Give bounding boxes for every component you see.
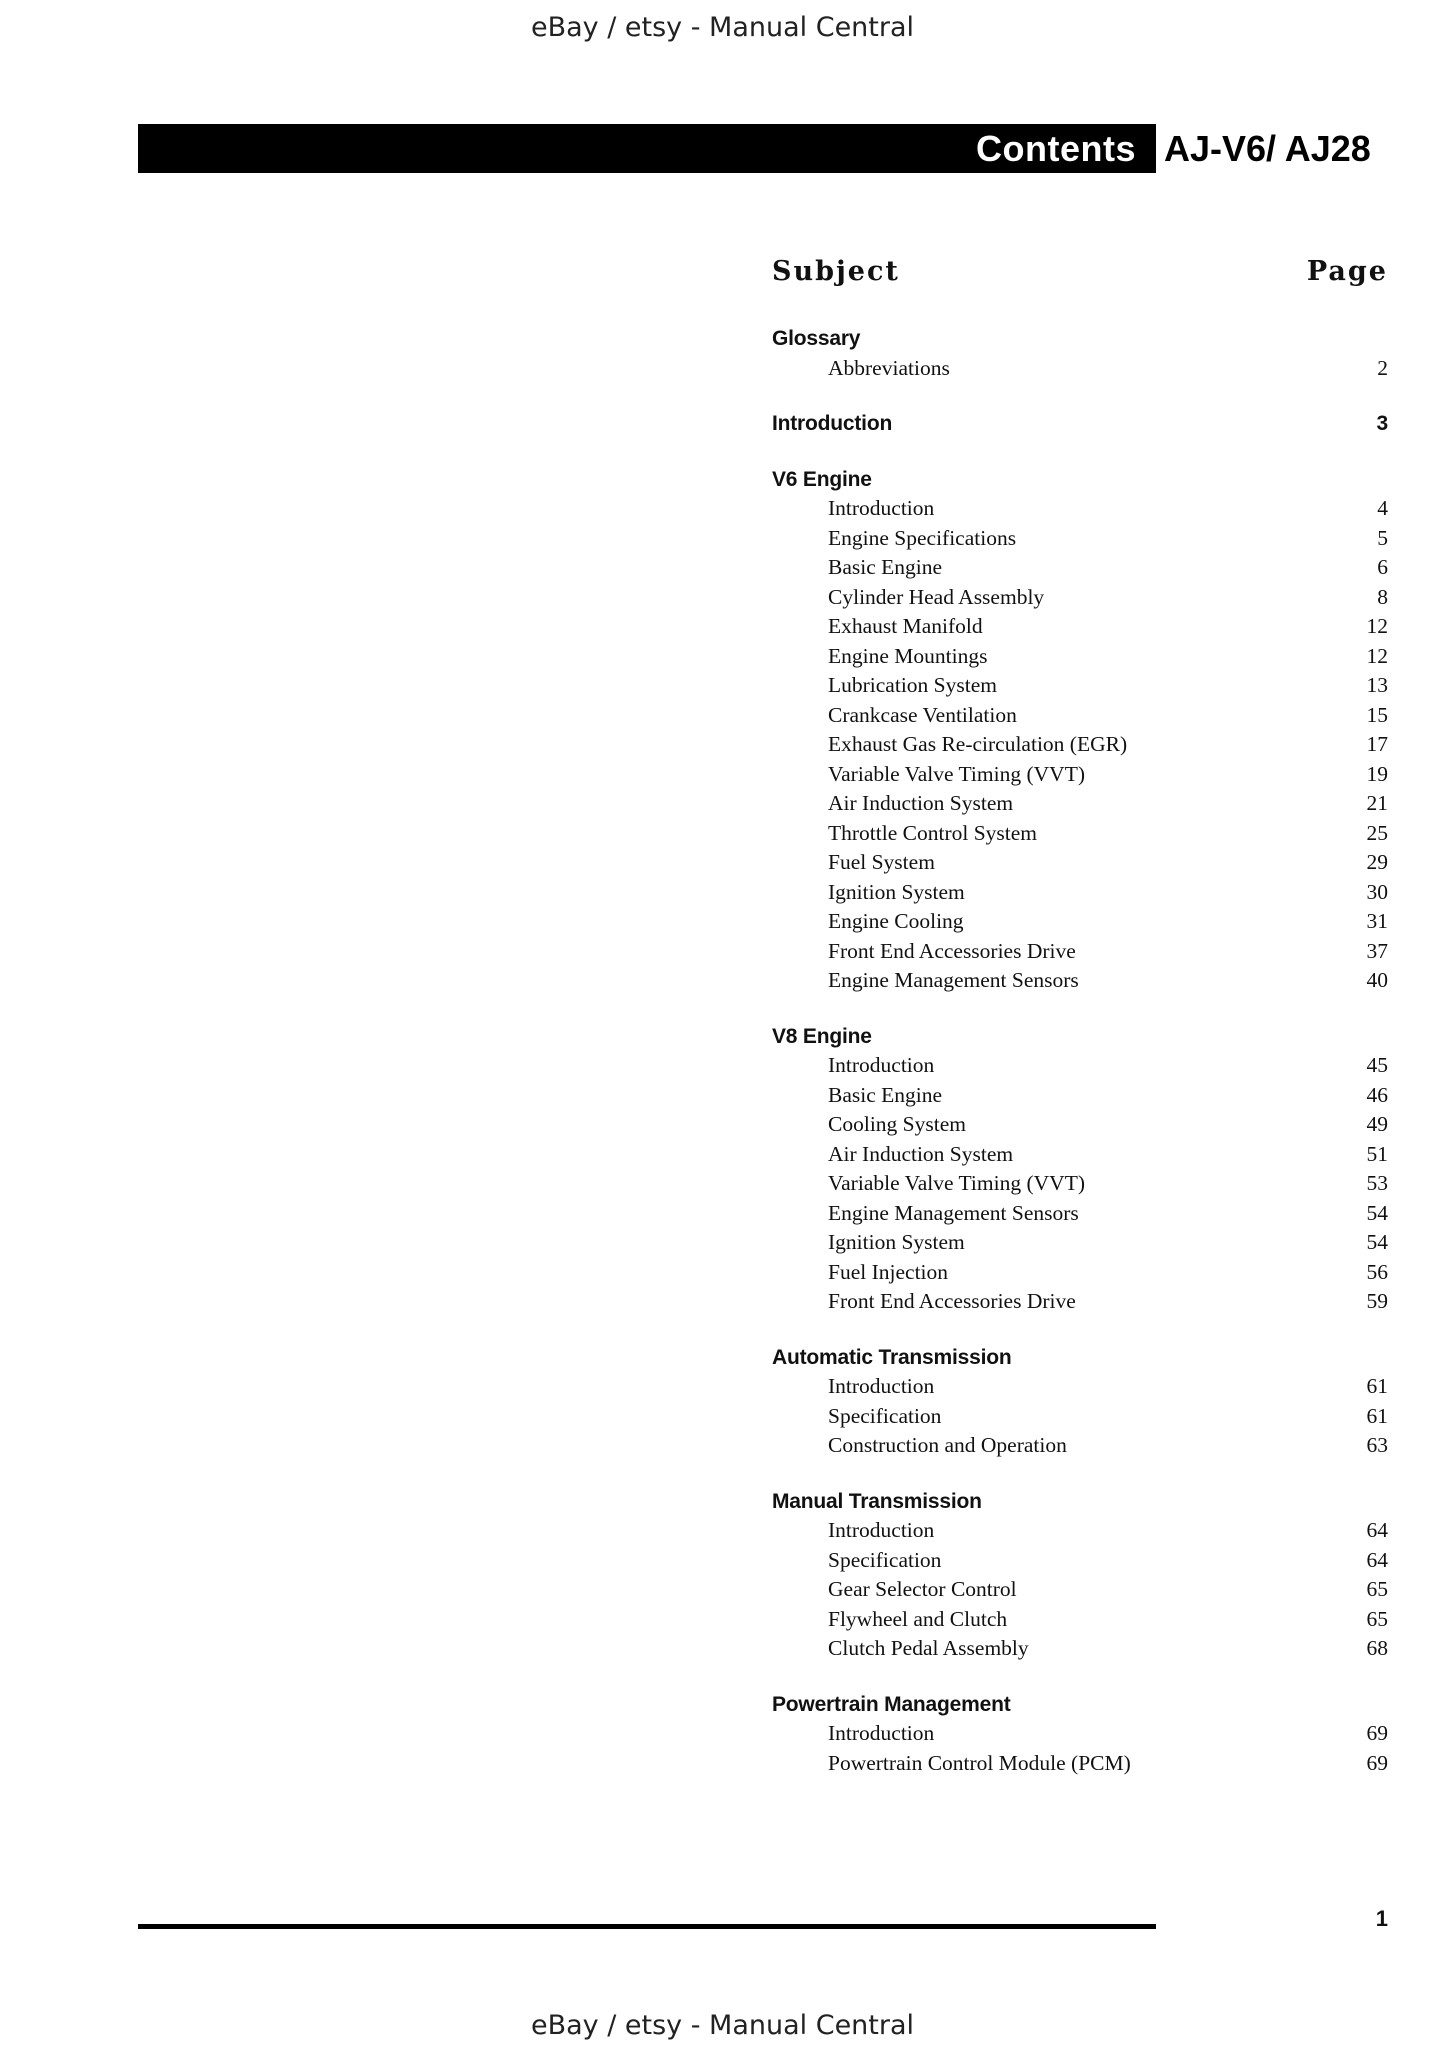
section-title[interactable] — [772, 465, 1388, 495]
toc-entry[interactable] — [772, 1169, 1388, 1199]
entry-page-number: 46 — [1366, 1082, 1388, 1107]
toc-entry[interactable] — [772, 966, 1388, 996]
entry-page-number: 53 — [1366, 1171, 1388, 1195]
entry-label: Variable Valve Timing (VVT) — [828, 761, 1085, 786]
toc-section — [772, 1022, 1388, 1317]
entry-label: Variable Valve Timing (VVT) — [828, 1171, 1085, 1195]
entry-page-number: 65 — [1366, 1606, 1388, 1631]
toc-entry[interactable] — [772, 1719, 1388, 1749]
entry-label: Ignition System — [828, 879, 965, 904]
toc-entry[interactable] — [772, 937, 1388, 967]
entry-label: Exhaust Gas Re-circulation (EGR) — [828, 732, 1128, 756]
section-page-number: 3 — [1376, 412, 1388, 435]
toc-entry[interactable] — [772, 612, 1388, 642]
entry-page-number: 54 — [1366, 1230, 1388, 1254]
entry-page-number: 63 — [1366, 1433, 1388, 1457]
toc-entry[interactable] — [772, 730, 1388, 760]
toc-entry[interactable] — [772, 789, 1388, 819]
entry-label: Introduction — [828, 1053, 935, 1077]
entry-label: Flywheel and Clutch — [828, 1606, 1008, 1631]
toc-section — [772, 1487, 1388, 1664]
toc-entry[interactable] — [772, 1749, 1388, 1779]
entry-page-number: 2 — [1377, 355, 1388, 380]
toc-entry[interactable] — [772, 760, 1388, 790]
toc-entry[interactable] — [772, 1372, 1388, 1402]
entry-page-number: 17 — [1366, 732, 1388, 756]
page-heading: Page — [1306, 256, 1388, 287]
entry-label: Clutch Pedal Assembly — [828, 1636, 1029, 1660]
entry-page-number: 61 — [1366, 1403, 1388, 1428]
entry-page-number: 29 — [1366, 850, 1388, 874]
section-title-label: Manual Transmission — [772, 1489, 982, 1513]
section-title[interactable] — [772, 1022, 1388, 1052]
toc-entry[interactable] — [772, 583, 1388, 613]
entry-label: Specification — [828, 1547, 942, 1572]
entry-label: Fuel System — [828, 850, 935, 874]
entry-page-number: 64 — [1366, 1547, 1388, 1572]
toc-header — [772, 256, 1388, 298]
section-title-label: Powertrain Management — [772, 1692, 1011, 1716]
section-title[interactable] — [772, 1690, 1388, 1720]
footer-rule — [138, 1924, 1156, 1929]
toc-entry[interactable] — [772, 1258, 1388, 1288]
section-title[interactable] — [772, 324, 1388, 354]
toc-entry[interactable] — [772, 354, 1388, 384]
toc-entry[interactable] — [772, 671, 1388, 701]
toc-section — [772, 324, 1388, 383]
toc-entry[interactable] — [772, 553, 1388, 583]
entry-label: Specification — [828, 1403, 942, 1428]
entry-page-number: 68 — [1366, 1636, 1388, 1660]
entry-label: Cylinder Head Assembly — [828, 584, 1045, 609]
entry-label: Ignition System — [828, 1230, 965, 1254]
entry-label: Air Induction System — [828, 1141, 1014, 1166]
toc-entry[interactable] — [772, 1431, 1388, 1461]
toc-entry[interactable] — [772, 701, 1388, 731]
entry-label: Basic Engine — [828, 1082, 943, 1107]
entry-label: Cooling System — [828, 1112, 966, 1136]
entry-page-number: 49 — [1366, 1112, 1388, 1136]
subject-heading: Subject — [772, 256, 900, 287]
entry-label: Crankcase Ventilation — [828, 702, 1017, 727]
section-title[interactable] — [772, 1487, 1388, 1517]
entry-page-number: 69 — [1366, 1721, 1388, 1745]
toc-entry[interactable] — [772, 1110, 1388, 1140]
entry-page-number: 25 — [1366, 820, 1388, 845]
entry-label: Engine Cooling — [828, 909, 964, 933]
toc-section — [772, 465, 1388, 996]
entry-page-number: 12 — [1366, 643, 1388, 668]
entry-page-number: 64 — [1366, 1518, 1388, 1542]
entry-label: Engine Specifications — [828, 525, 1017, 550]
entry-page-number: 65 — [1366, 1577, 1388, 1601]
toc-entry[interactable] — [772, 1140, 1388, 1170]
entry-label: Introduction — [828, 1518, 935, 1542]
watermark-top: eBay / etsy - Manual Central — [530, 12, 915, 43]
entry-page-number: 4 — [1377, 496, 1388, 520]
entry-page-number: 51 — [1366, 1141, 1388, 1166]
entry-label: Front End Accessories Drive — [828, 938, 1076, 963]
section-title-label: V8 Engine — [772, 1024, 872, 1048]
section-title-label: Introduction — [772, 412, 893, 435]
entry-page-number: 19 — [1366, 761, 1388, 786]
toc-entry[interactable] — [772, 642, 1388, 672]
entry-label: Construction and Operation — [828, 1433, 1067, 1457]
entry-label: Basic Engine — [828, 555, 943, 579]
toc-entry[interactable] — [772, 494, 1388, 524]
entry-label: Lubrication System — [828, 673, 997, 697]
watermark-bottom: eBay / etsy - Manual Central — [530, 2010, 915, 2041]
entry-label: Air Induction System — [828, 791, 1014, 815]
entry-page-number: 8 — [1377, 584, 1388, 609]
section-title-label: Automatic Transmission — [772, 1345, 1012, 1369]
entry-label: Front End Accessories Drive — [828, 1289, 1076, 1313]
toc-entry[interactable] — [772, 1402, 1388, 1432]
entry-page-number: 61 — [1366, 1374, 1388, 1398]
toc-section — [772, 409, 1388, 439]
toc-entry[interactable] — [772, 1605, 1388, 1635]
entry-page-number: 13 — [1366, 673, 1388, 697]
toc-entry[interactable] — [772, 907, 1388, 937]
section-title[interactable] — [772, 1343, 1388, 1373]
entry-label: Engine Mountings — [828, 643, 988, 668]
toc-section — [772, 1690, 1388, 1779]
toc-entry[interactable] — [772, 524, 1388, 554]
entry-label: Fuel Injection — [828, 1259, 949, 1284]
header-bar — [138, 124, 1156, 173]
entry-label: Engine Management Sensors — [828, 1200, 1079, 1225]
entry-label: Engine Management Sensors — [828, 968, 1079, 992]
entry-page-number: 59 — [1366, 1289, 1388, 1313]
entry-label: Powertrain Control Module (PCM) — [828, 1750, 1131, 1775]
entry-page-number: 40 — [1366, 968, 1388, 992]
toc-entry[interactable] — [772, 1051, 1388, 1081]
entry-page-number: 37 — [1366, 938, 1388, 963]
entry-page-number: 45 — [1366, 1053, 1388, 1077]
toc-entry[interactable] — [772, 1287, 1388, 1317]
entry-page-number: 5 — [1377, 525, 1388, 550]
toc-entry[interactable] — [772, 1199, 1388, 1229]
section-title-label: Glossary — [772, 327, 861, 350]
entry-page-number: 12 — [1366, 614, 1388, 638]
toc-entry[interactable] — [772, 1516, 1388, 1546]
section-title-label: V6 Engine — [772, 467, 872, 491]
page-title: Contents — [976, 128, 1136, 169]
entry-label: Introduction — [828, 496, 935, 520]
toc-entry[interactable] — [772, 1634, 1388, 1664]
entry-page-number: 56 — [1366, 1259, 1388, 1284]
entry-page-number: 69 — [1366, 1750, 1388, 1775]
entry-page-number: 21 — [1366, 791, 1388, 815]
entry-page-number: 31 — [1366, 909, 1388, 933]
table-of-contents — [772, 256, 1388, 1778]
toc-entry[interactable] — [772, 848, 1388, 878]
toc-entry[interactable] — [772, 878, 1388, 908]
entry-label: Exhaust Manifold — [828, 614, 983, 638]
entry-label: Introduction — [828, 1721, 935, 1745]
entry-label: Introduction — [828, 1374, 935, 1398]
entry-page-number: 54 — [1366, 1200, 1388, 1225]
toc-sections — [772, 324, 1388, 1778]
toc-section — [772, 1343, 1388, 1461]
toc-entry[interactable] — [772, 1546, 1388, 1576]
entry-label: Throttle Control System — [828, 820, 1038, 845]
entry-page-number: 15 — [1366, 702, 1388, 727]
toc-entry[interactable] — [772, 1081, 1388, 1111]
entry-page-number: 30 — [1366, 879, 1388, 904]
toc-entry[interactable] — [772, 1575, 1388, 1605]
entry-label: Gear Selector Control — [828, 1577, 1017, 1601]
entry-label: Abbreviations — [828, 355, 950, 380]
page-number: 1 — [1375, 1906, 1388, 1931]
toc-entry[interactable] — [772, 819, 1388, 849]
section-title[interactable] — [772, 409, 1388, 439]
manual-code: AJ-V6/ AJ28 — [1164, 128, 1371, 169]
toc-entry[interactable] — [772, 1228, 1388, 1258]
entry-page-number: 6 — [1377, 555, 1388, 579]
